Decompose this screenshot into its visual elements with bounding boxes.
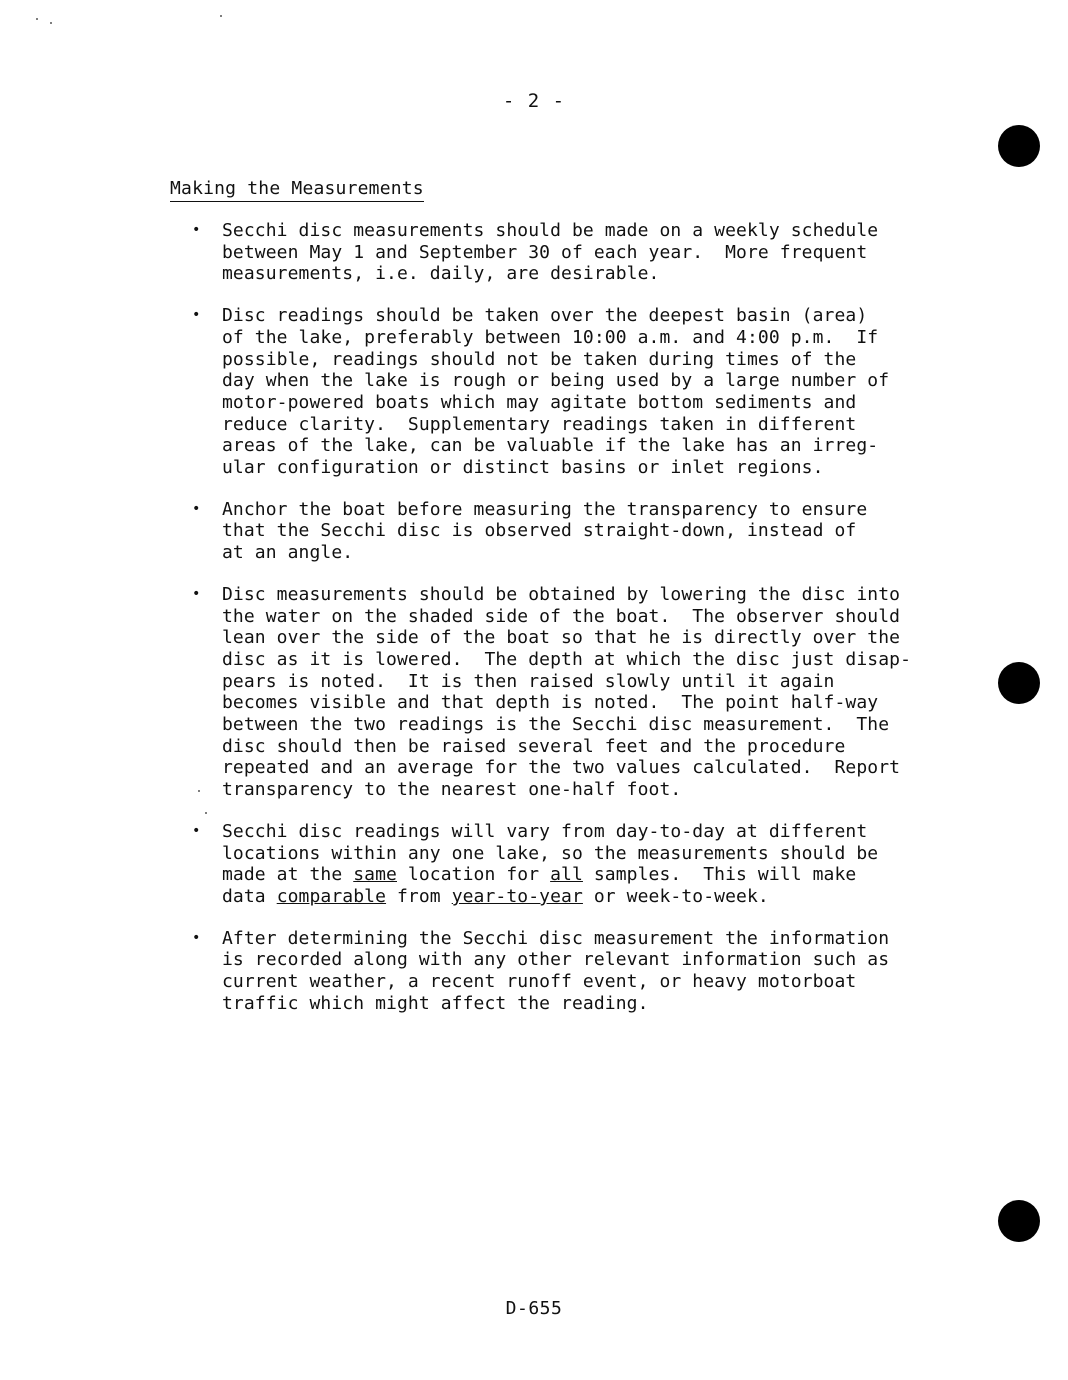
text-line: disc as it is lowered. The depth at which the disc just disap-	[222, 648, 912, 670]
page-number: - 2 -	[502, 90, 566, 112]
underlined-word: same	[353, 864, 397, 886]
text-line: measurements, i.e. daily, are desirable.	[222, 263, 660, 285]
bullet-item	[188, 928, 908, 1015]
bullet-icon: •	[192, 585, 201, 602]
bullet-item	[188, 583, 912, 801]
text-fragment: samples. This will make	[582, 864, 857, 886]
text-fragment: made at the	[222, 864, 354, 886]
text-line: possible, readings should not be taken during times of the	[222, 348, 857, 370]
scan-speck	[205, 812, 207, 814]
text-line: the water on the shaded side of the boat. The observer should	[222, 605, 901, 627]
bullet-icon: •	[192, 307, 201, 324]
text-line: reduce clarity. Supplementary readings taken in different	[222, 413, 857, 435]
text-line: current weather, a recent runoff event, or heavy motorboat	[222, 971, 857, 993]
text-line: of the lake, preferably between 10:00 a.m. and 4:00 p.m. If	[222, 326, 879, 348]
bullet-item	[188, 499, 908, 564]
text-fragment: location for	[397, 864, 551, 886]
bullet-icon: •	[192, 929, 201, 946]
text-fragment: from	[386, 885, 452, 907]
text-line: traffic which might affect the reading.	[222, 992, 649, 1014]
text-line: that the Secchi disc is observed straight-down, instead of	[222, 520, 857, 542]
text-line: areas of the lake, can be valuable if the lake has an irreg-	[222, 435, 879, 457]
section-heading: Making the Measurements	[170, 178, 424, 202]
punch-hole-icon	[998, 662, 1040, 704]
text-line: disc should then be raised several feet and the procedure	[222, 735, 846, 757]
text-line	[222, 864, 908, 886]
text-line: Secchi disc readings will vary from day-to-day at different	[222, 820, 868, 842]
text-line: at an angle.	[222, 542, 354, 564]
text-line: is recorded along with any other relevant information such as	[222, 949, 890, 971]
bullet-icon: •	[192, 822, 201, 839]
punch-hole-icon	[998, 125, 1040, 167]
text-line: Secchi disc measurements should be made on a weekly schedule	[222, 220, 879, 241]
text-line: Disc measurements should be obtained by lowering the disc into	[222, 583, 901, 605]
text-line: lean over the side of the boat so that he is directly over the	[222, 627, 901, 649]
document-code: D-655	[505, 1298, 563, 1319]
text-line: transparency to the nearest one-half foot.	[222, 779, 682, 801]
text-line: between the two readings is the Secchi disc measurement. The	[222, 714, 890, 736]
text-line: ular configuration or distinct basins or inlet regions.	[222, 457, 824, 479]
bullet-list	[188, 220, 912, 1035]
bullet-icon: •	[192, 500, 201, 517]
scan-speck	[220, 15, 222, 17]
text-line: repeated and an average for the two values calculated. Report	[222, 757, 901, 779]
text-line: pears is noted. It is then raised slowly until it again	[222, 670, 835, 692]
bullet-icon: •	[192, 222, 201, 238]
text-line: day when the lake is rough or being used by a large number of	[222, 370, 890, 392]
punch-hole-icon	[998, 1200, 1040, 1242]
text-line: becomes visible and that depth is noted. The point half-way	[222, 692, 879, 714]
text-line: motor-powered boats which may agitate bottom sediments and	[222, 391, 857, 413]
scan-speck	[50, 22, 52, 24]
text-line	[222, 886, 908, 908]
text-line: Anchor the boat before measuring the transparency to ensure	[222, 498, 868, 520]
text-line: After determining the Secchi disc measurement the information	[222, 927, 890, 949]
underlined-word: year-to-year	[451, 885, 583, 907]
text-line: locations within any one lake, so the measurements should be	[222, 842, 879, 864]
scan-speck	[36, 18, 38, 20]
bullet-item	[188, 220, 908, 285]
text-fragment: or week-to-week.	[582, 885, 769, 907]
text-line: Disc readings should be taken over the deepest basin (area)	[222, 305, 868, 327]
text-line: between May 1 and September 30 of each year. More frequent	[222, 241, 868, 263]
bullet-item	[188, 305, 908, 479]
underlined-word: all	[550, 864, 583, 886]
underlined-word: comparable	[276, 885, 387, 907]
bullet-item	[188, 821, 908, 908]
text-fragment: data	[222, 885, 277, 907]
scan-speck	[198, 790, 200, 792]
